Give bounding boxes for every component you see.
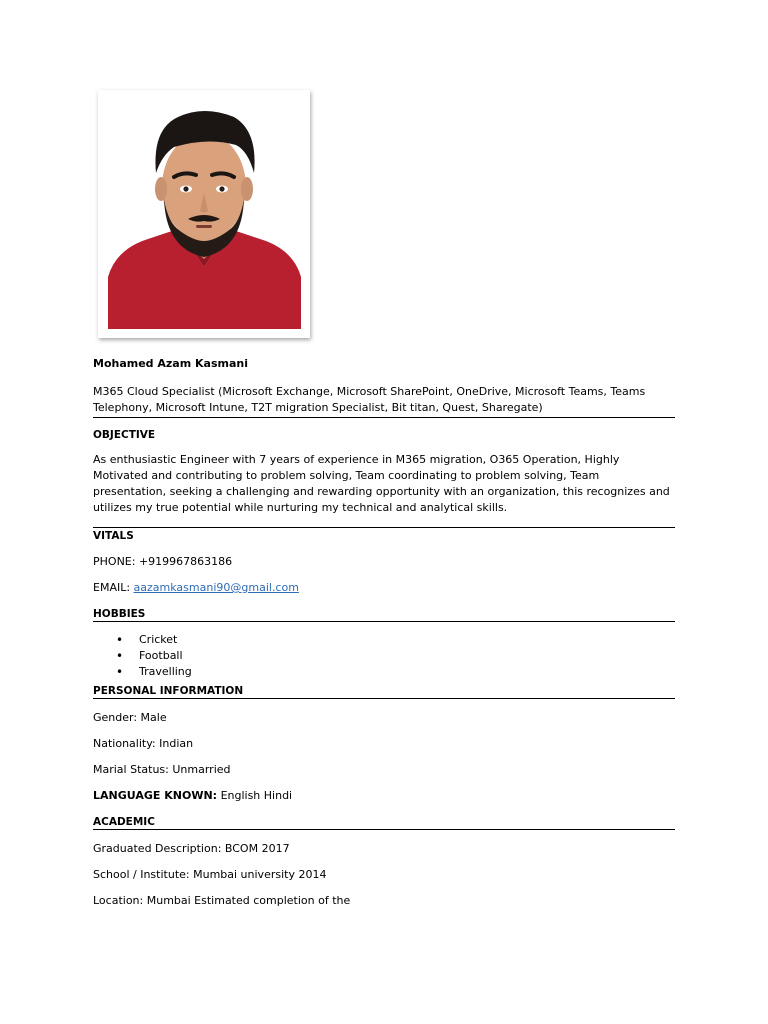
academic-heading: ACADEMIC — [93, 815, 675, 830]
hobbies-list — [93, 632, 675, 680]
marital-status-line: Marial Status: Unmarried — [93, 763, 231, 776]
objective-heading: OBJECTIVE — [93, 429, 156, 441]
hobby-item: • Cricket — [93, 632, 675, 648]
language-value: English Hindi — [220, 789, 293, 802]
graduated-line: Graduated Description: BCOM 2017 — [93, 842, 290, 855]
language-label: LANGUAGE KNOWN: — [93, 789, 218, 802]
phone-label: PHONE: — [93, 555, 136, 568]
phone-line — [93, 555, 675, 569]
objective-text: As enthusiastic Engineer with 7 years of experience in M365 migration, O365 Operation, Highly Motivated and contributing to problem solving, Team coordinating to problem solving, Team presentation, seeking a challenging and rewarding opportunity with an organization, this recognizes and utilizes my true potential while nurturing my technical and analytical skills. — [93, 452, 675, 528]
profile-photo-frame — [98, 90, 310, 338]
school-line: School / Institute: Mumbai university 2014 — [93, 868, 327, 881]
location-line: Location: Mumbai Estimated completion of the — [93, 894, 351, 907]
hobby-item: • Football — [93, 648, 675, 664]
email-label: EMAIL: — [93, 581, 131, 594]
candidate-title: M365 Cloud Specialist (Microsoft Exchange, Microsoft SharePoint, OneDrive, Microsoft Teams, Teams Telephony, Microsoft Intune, T2T migration Specialist, Bit titan, Quest, Sharegate) — [93, 384, 675, 418]
candidate-name: Mohamed Azam Kasmani — [93, 357, 248, 370]
phone-value: +919967863186 — [138, 555, 233, 568]
hobbies-heading: HOBBIES — [93, 607, 675, 622]
hobby-item: • Travelling — [93, 664, 675, 680]
language-line — [93, 789, 675, 803]
email-link[interactable]: aazamkasmani90@gmail.com — [133, 581, 299, 594]
personal-info-heading: PERSONAL INFORMATION — [93, 684, 675, 699]
nationality-line: Nationality: Indian — [93, 737, 194, 750]
email-line — [93, 581, 675, 595]
gender-line: Gender: Male — [93, 711, 167, 724]
vitals-heading: VITALS — [93, 530, 134, 542]
profile-photo — [108, 99, 301, 329]
